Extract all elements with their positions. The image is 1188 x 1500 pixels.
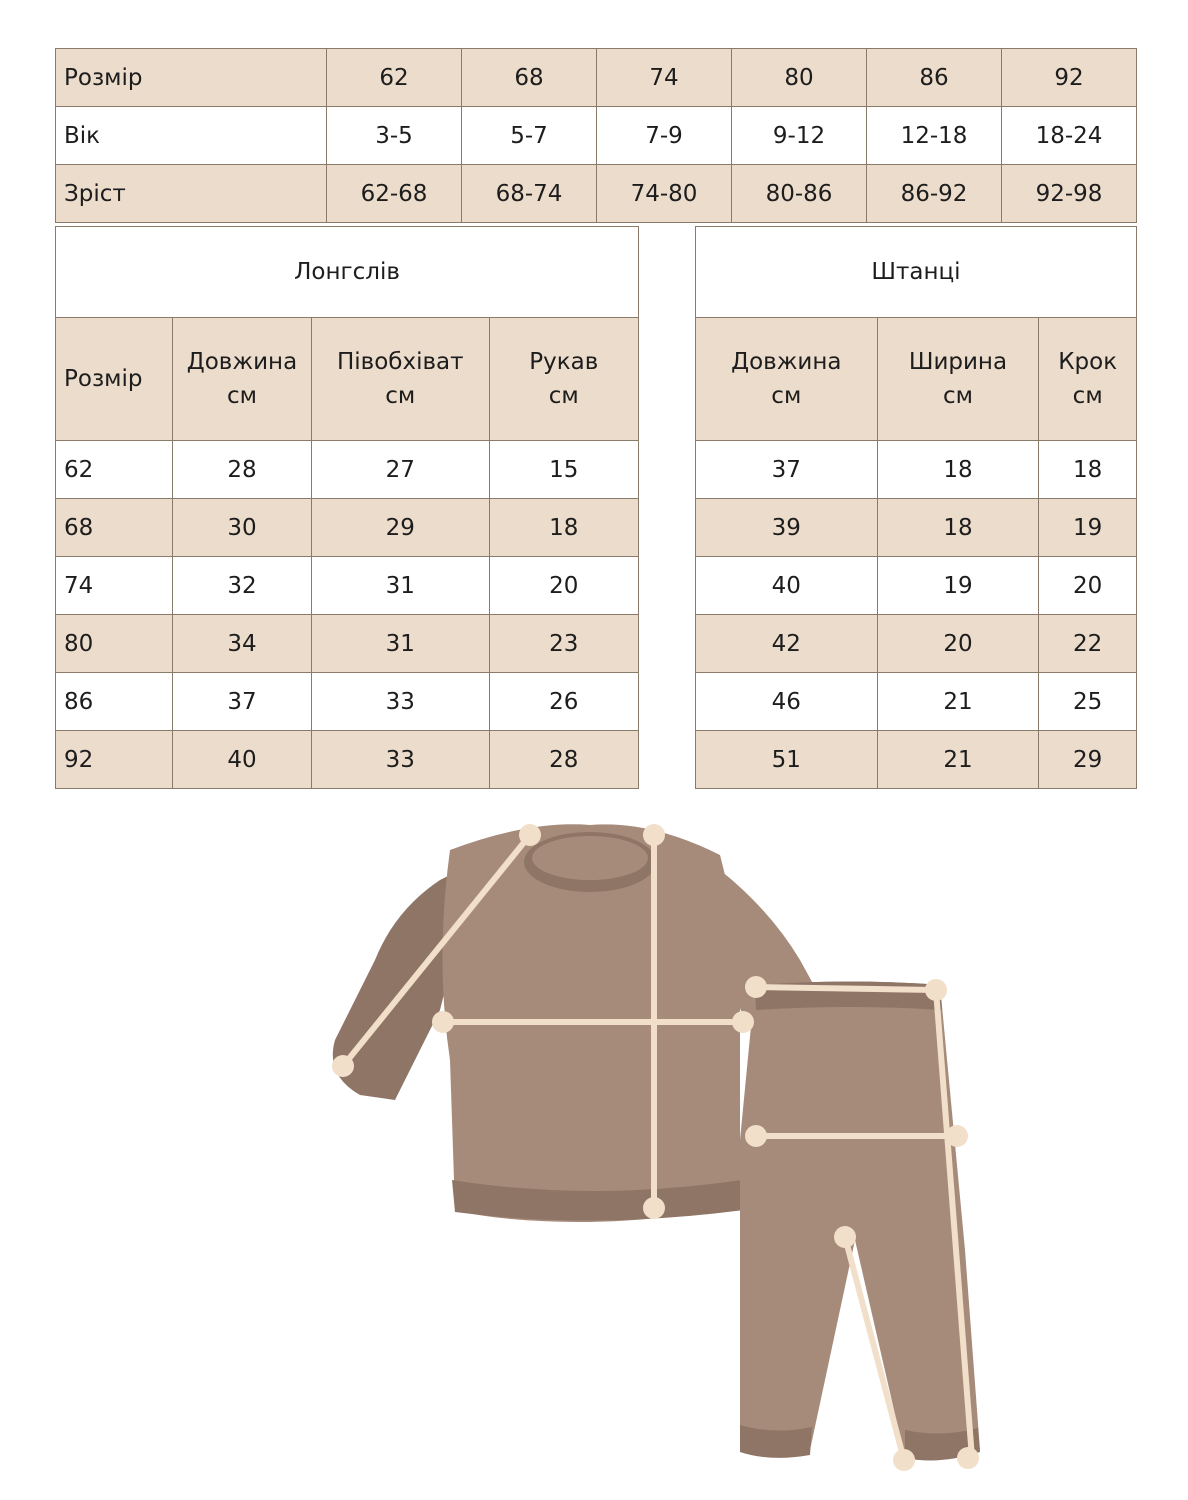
size-table-cell: 86 — [867, 49, 1002, 107]
pants-row — [696, 731, 1137, 789]
size-table-cell: 92 — [1002, 49, 1137, 107]
longsleeve-cell: 28 — [489, 731, 638, 789]
longsleeve-cell: 34 — [172, 615, 311, 673]
longsleeve-cell: 62 — [56, 441, 173, 499]
pants-row — [696, 441, 1137, 499]
longsleeve-cell: 30 — [172, 499, 311, 557]
garment-measurement-illustration — [300, 810, 1020, 1490]
longsleeve-header-cell: Рукав см — [489, 318, 638, 441]
longsleeve-cell: 68 — [56, 499, 173, 557]
pants-cell: 42 — [696, 615, 878, 673]
longsleeve-row — [56, 557, 639, 615]
size-table-row-label: Вік — [56, 107, 327, 165]
longsleeve-row — [56, 499, 639, 557]
size-table-cell: 12-18 — [867, 107, 1002, 165]
longsleeve-header-cell: Довжина см — [172, 318, 311, 441]
size-table — [55, 48, 1137, 223]
longsleeve-cell: 32 — [172, 557, 311, 615]
pants-header-cell: Крок см — [1039, 318, 1137, 441]
pants-header-cell: Довжина см — [696, 318, 878, 441]
pants-cell: 22 — [1039, 615, 1137, 673]
longsleeve-row — [56, 731, 639, 789]
pants-cell: 18 — [877, 499, 1039, 557]
size-table-cell: 5-7 — [462, 107, 597, 165]
size-table-cell: 80-86 — [732, 165, 867, 223]
pants-cell: 21 — [877, 673, 1039, 731]
pants-header-cell: Ширина см — [877, 318, 1039, 441]
pants-cell: 18 — [1039, 441, 1137, 499]
pants-cell: 20 — [1039, 557, 1137, 615]
longsleeve-cell: 18 — [489, 499, 638, 557]
size-table-cell: 9-12 — [732, 107, 867, 165]
pants-row — [696, 557, 1137, 615]
pants-cell: 21 — [877, 731, 1039, 789]
longsleeve-cell: 27 — [312, 441, 490, 499]
size-table-cell: 86-92 — [867, 165, 1002, 223]
pants-header-row — [696, 318, 1137, 441]
longsleeve-table — [55, 226, 639, 789]
longsleeve-title: Лонгслів — [56, 227, 639, 318]
longsleeve-cell: 33 — [312, 673, 490, 731]
size-table-cell: 62-68 — [327, 165, 462, 223]
size-table-cell: 62 — [327, 49, 462, 107]
longsleeve-cell: 31 — [312, 557, 490, 615]
longsleeve-body — [56, 318, 639, 789]
pants-row — [696, 499, 1137, 557]
size-table-row — [56, 165, 1137, 223]
pants-cell: 18 — [877, 441, 1039, 499]
longsleeve-header-cell: Розмір — [56, 318, 173, 441]
pants-row — [696, 673, 1137, 731]
longsleeve-row — [56, 615, 639, 673]
longsleeve-cell: 40 — [172, 731, 311, 789]
pants-cell: 40 — [696, 557, 878, 615]
size-table-cell: 18-24 — [1002, 107, 1137, 165]
size-table-cell: 68 — [462, 49, 597, 107]
longsleeve-row — [56, 441, 639, 499]
longsleeve-cell: 29 — [312, 499, 490, 557]
pants-table — [695, 226, 1137, 789]
longsleeve-cell: 86 — [56, 673, 173, 731]
longsleeve-cell: 20 — [489, 557, 638, 615]
pants-body — [696, 318, 1137, 789]
longsleeve-cell: 74 — [56, 557, 173, 615]
pants-cell: 29 — [1039, 731, 1137, 789]
size-table-body — [56, 49, 1137, 223]
longsleeve-cell: 23 — [489, 615, 638, 673]
pants-title: Штанці — [696, 227, 1137, 318]
longsleeve-row — [56, 673, 639, 731]
longsleeve-cell: 92 — [56, 731, 173, 789]
pants-icon — [740, 982, 980, 1461]
pants-row — [696, 615, 1137, 673]
pants-cell: 20 — [877, 615, 1039, 673]
longsleeve-header-cell: Півобхіват см — [312, 318, 490, 441]
pants-cell: 46 — [696, 673, 878, 731]
size-table-cell: 74 — [597, 49, 732, 107]
size-table-cell: 68-74 — [462, 165, 597, 223]
longsleeve-cell: 37 — [172, 673, 311, 731]
pants-cell: 19 — [1039, 499, 1137, 557]
longsleeve-header-row — [56, 318, 639, 441]
table-gap — [639, 226, 695, 791]
pants-cell: 37 — [696, 441, 878, 499]
longsleeve-cell: 26 — [489, 673, 638, 731]
size-table-row-label: Зріст — [56, 165, 327, 223]
longsleeve-cell: 31 — [312, 615, 490, 673]
size-table-row — [56, 107, 1137, 165]
size-table-row-label: Розмір — [56, 49, 327, 107]
longsleeve-cell: 33 — [312, 731, 490, 789]
size-table-cell: 7-9 — [597, 107, 732, 165]
pants-cell: 19 — [877, 557, 1039, 615]
longsleeve-cell: 80 — [56, 615, 173, 673]
pants-cell: 51 — [696, 731, 878, 789]
size-table-cell: 3-5 — [327, 107, 462, 165]
size-table-cell: 80 — [732, 49, 867, 107]
longsleeve-cell: 15 — [489, 441, 638, 499]
size-table-cell: 74-80 — [597, 165, 732, 223]
pants-cell: 25 — [1039, 673, 1137, 731]
size-table-row — [56, 49, 1137, 107]
size-table-cell: 92-98 — [1002, 165, 1137, 223]
longsleeve-cell: 28 — [172, 441, 311, 499]
pants-cell: 39 — [696, 499, 878, 557]
